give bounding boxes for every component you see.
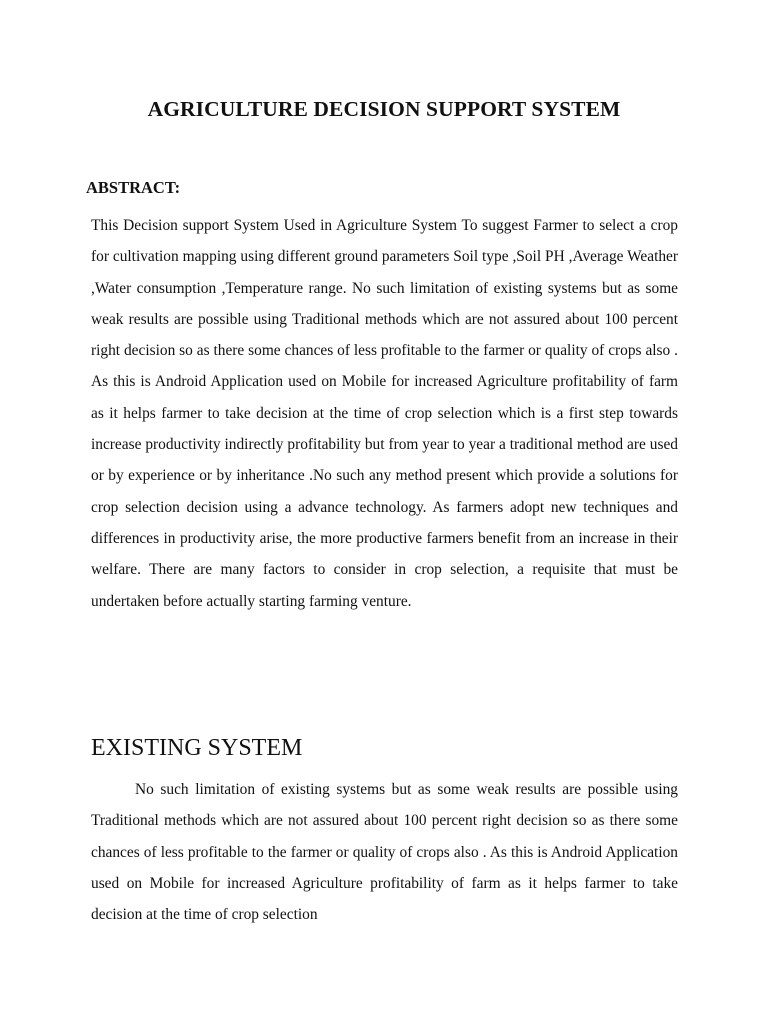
document-title: AGRICULTURE DECISION SUPPORT SYSTEM (147, 97, 621, 121)
abstract-paragraph: This Decision support System Used in Agriculture System To suggest Farmer to select a crop for cultivation mapping using different ground parameters Soil type ,Soil PH ,Average Weather ,Water consumption ,Temperature range. No such limitation of existing systems but as some weak results are possible using Traditional methods which are not assured about 100 percent right decision so as there some chances of less profitable to the farmer or quality of crops also . As this is Android Application used on Mobile for increased Agriculture profitability of farm as it helps farmer to take decision at the time of crop selection which is a first step towards increase productivity indirectly profitability but from year to year a traditional method are used or by experience or by inheritance .No such any method present which provide a solutions for crop selection decision using a advance technology. As farmers adopt new techniques and differences in productivity arise, the more productive farmers benefit from an increase in their welfare. There are many factors to consider in crop selection, a requisite that must be undertaken before actually starting farming venture. (91, 217, 678, 610)
existing-system-paragraph: No such limitation of existing systems but as some weak results are possible using Traditional methods which are not assured about 100 percent right decision so as there some chances of less profitable to the farmer or quality of crops also . As this is Android Application used on Mobile for increased Agriculture profitability of farm as it helps farmer to take decision at the time of crop selection (91, 781, 678, 924)
existing-system-heading: EXISTING SYSTEM (91, 735, 303, 761)
abstract-heading: ABSTRACT: (86, 178, 181, 197)
